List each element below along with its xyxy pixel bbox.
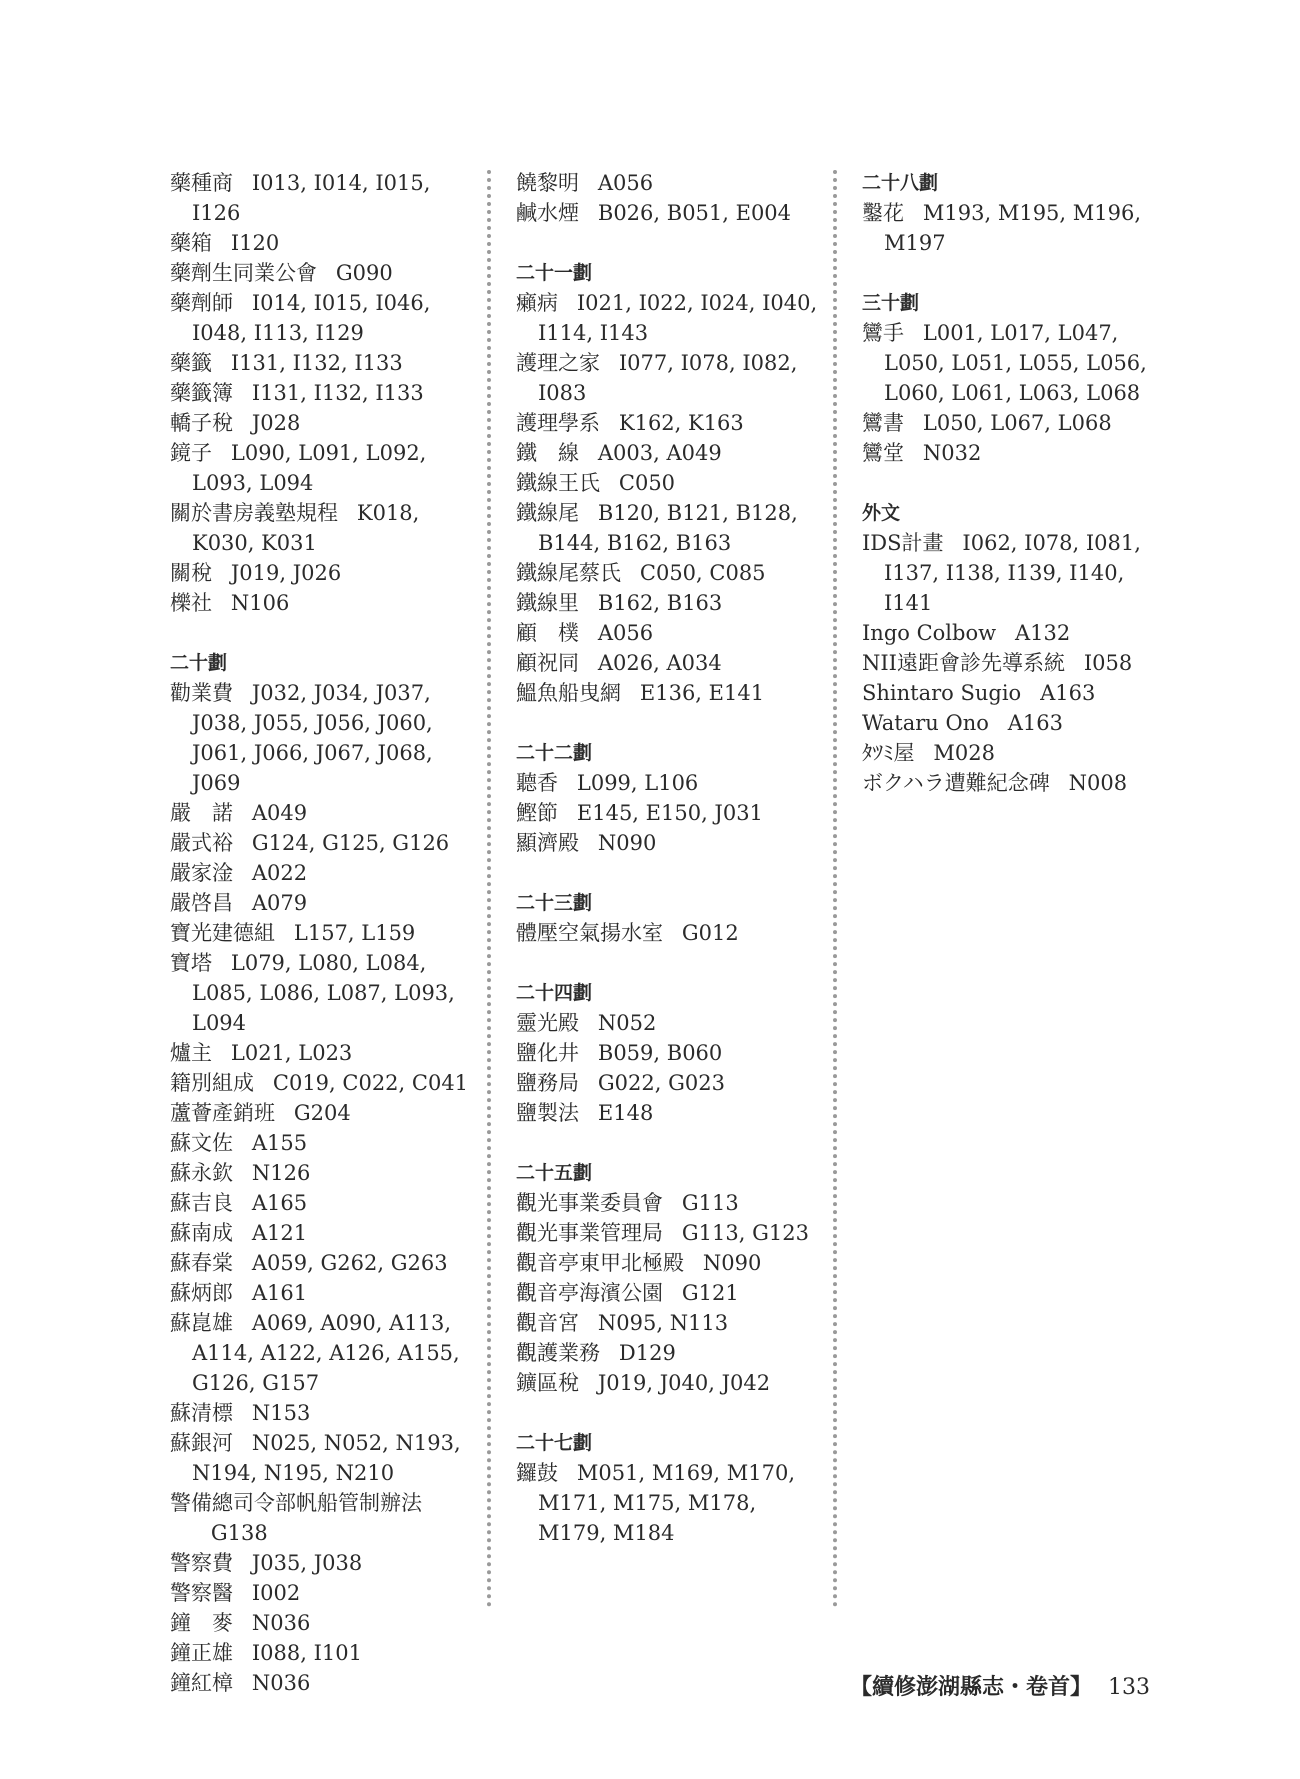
index-section bbox=[516, 888, 831, 948]
index-entry bbox=[170, 378, 485, 408]
index-references: L021, L023 bbox=[230, 1041, 353, 1065]
index-term: 鐵線尾蔡氏 bbox=[516, 561, 621, 585]
index-entry bbox=[862, 438, 1167, 468]
index-references: B162, B163 bbox=[597, 591, 723, 615]
index-entry bbox=[170, 258, 485, 288]
index-references: I131, I132, I133 bbox=[251, 381, 424, 405]
index-references: G204 bbox=[293, 1101, 351, 1125]
index-entry bbox=[862, 738, 1167, 768]
stroke-count-heading: 二十五劃 bbox=[516, 1162, 593, 1184]
index-term: 寶塔 bbox=[170, 951, 212, 975]
stroke-count-heading: 二十七劃 bbox=[516, 1432, 593, 1454]
index-references: M051, M169, M170, M171, M175, M178, M179, M184 bbox=[538, 1461, 796, 1545]
index-section bbox=[862, 498, 1167, 798]
index-entry bbox=[170, 558, 485, 588]
index-column-2 bbox=[516, 168, 831, 1548]
index-entry bbox=[516, 618, 831, 648]
index-entry bbox=[862, 618, 1167, 648]
index-term: 藥籤 bbox=[170, 351, 212, 375]
index-entry bbox=[516, 1458, 831, 1548]
index-references: I013, I014, I015, I126 bbox=[192, 171, 431, 225]
index-entry bbox=[170, 1608, 485, 1638]
index-term: 鹽製法 bbox=[516, 1101, 579, 1125]
index-references: A003, A049 bbox=[597, 441, 722, 465]
index-references: L050, L067, L068 bbox=[922, 411, 1112, 435]
index-entry bbox=[516, 1038, 831, 1068]
index-entry bbox=[170, 168, 485, 228]
index-term: 蘆薈產銷班 bbox=[170, 1101, 275, 1125]
index-term: 爐主 bbox=[170, 1041, 212, 1065]
index-entry bbox=[170, 1638, 485, 1668]
index-term: 聽香 bbox=[516, 771, 558, 795]
index-references: A022 bbox=[251, 861, 308, 885]
index-entry bbox=[170, 1668, 485, 1698]
index-entry bbox=[516, 198, 831, 228]
index-entry bbox=[516, 468, 831, 498]
index-references: E145, E150, J031 bbox=[576, 801, 763, 825]
index-entry bbox=[170, 288, 485, 348]
page-footer bbox=[850, 1672, 1150, 1703]
index-entry bbox=[170, 1218, 485, 1248]
index-term: 籍別組成 bbox=[170, 1071, 254, 1095]
index-references: I002 bbox=[251, 1581, 301, 1605]
index-term: 蘇崑雄 bbox=[170, 1311, 233, 1335]
index-term: ﾀﾂﾐ屋 bbox=[862, 741, 915, 765]
index-term: 觀音亭東甲北極殿 bbox=[516, 1251, 684, 1275]
index-references: M193, M195, M196, M197 bbox=[884, 201, 1142, 255]
index-references: G121 bbox=[681, 1281, 739, 1305]
index-term: 蘇永欽 bbox=[170, 1161, 233, 1185]
stroke-count-heading: 二十二劃 bbox=[516, 742, 593, 764]
column-divider bbox=[833, 170, 837, 1608]
index-references: I062, I078, I081, I137, I138, I139, I140, I141 bbox=[884, 531, 1141, 615]
index-term: 觀護業務 bbox=[516, 1341, 600, 1365]
index-references: N106 bbox=[230, 591, 290, 615]
index-references: K018, K030, K031 bbox=[192, 501, 420, 555]
index-term: 鑼鼓 bbox=[516, 1461, 558, 1485]
index-section bbox=[170, 168, 485, 618]
index-entry bbox=[516, 768, 831, 798]
index-references: G113 bbox=[681, 1191, 739, 1215]
index-entry bbox=[516, 408, 831, 438]
index-term: 鸞書 bbox=[862, 411, 904, 435]
index-term: 鰮魚船曳網 bbox=[516, 681, 621, 705]
index-term: 觀光事業委員會 bbox=[516, 1191, 663, 1215]
index-references: A163 bbox=[1040, 681, 1096, 705]
index-term: 鐵線里 bbox=[516, 591, 579, 615]
index-references: N036 bbox=[251, 1611, 311, 1635]
stroke-count-heading: 三十劃 bbox=[862, 292, 920, 314]
index-entry bbox=[516, 1008, 831, 1038]
index-term: 觀音亭海濱公園 bbox=[516, 1281, 663, 1305]
index-references: N025, N052, N193, N194, N195, N210 bbox=[192, 1431, 461, 1485]
index-term: 寶光建德組 bbox=[170, 921, 275, 945]
index-term: 嚴 諾 bbox=[170, 801, 233, 825]
index-term: 鐵線尾 bbox=[516, 501, 579, 525]
index-term: 鑿花 bbox=[862, 201, 904, 225]
index-references: A079 bbox=[251, 891, 308, 915]
index-references: A026, A034 bbox=[597, 651, 722, 675]
index-term: ボクハラ遭難紀念碑 bbox=[862, 771, 1050, 795]
index-references: N052 bbox=[597, 1011, 657, 1035]
index-term: 嚴家淦 bbox=[170, 861, 233, 885]
index-entry bbox=[170, 1548, 485, 1578]
index-references: L079, L080, L084, L085, L086, L087, L093, L094 bbox=[192, 951, 455, 1035]
index-entry bbox=[516, 1098, 831, 1128]
index-entry bbox=[170, 828, 485, 858]
index-entry bbox=[862, 408, 1167, 438]
index-references: I021, I022, I024, I040, I114, I143 bbox=[538, 291, 818, 345]
index-entry bbox=[516, 288, 831, 348]
index-term: IDS計畫 bbox=[862, 531, 944, 555]
index-references: K162, K163 bbox=[618, 411, 744, 435]
index-term: 藥籤簿 bbox=[170, 381, 233, 405]
index-references: N036 bbox=[251, 1671, 311, 1695]
stroke-count-heading: 二十四劃 bbox=[516, 982, 593, 1004]
index-references: G090 bbox=[335, 261, 393, 285]
index-term: Shintaro Sugio bbox=[862, 681, 1022, 705]
index-term: 藥劑師 bbox=[170, 291, 233, 315]
index-term: 體壓空氣揚水室 bbox=[516, 921, 663, 945]
index-term: 鸞手 bbox=[862, 321, 904, 345]
stroke-count-heading: 二十一劃 bbox=[516, 262, 593, 284]
index-entry bbox=[862, 648, 1167, 678]
index-entry bbox=[516, 168, 831, 198]
index-entry bbox=[170, 1428, 485, 1488]
index-references: E136, E141 bbox=[639, 681, 765, 705]
index-term: 鐘 麥 bbox=[170, 1611, 233, 1635]
index-term: 嚴式裕 bbox=[170, 831, 233, 855]
index-references: N095, N113 bbox=[597, 1311, 729, 1335]
index-term: 轎子稅 bbox=[170, 411, 233, 435]
index-term: 護理之家 bbox=[516, 351, 600, 375]
index-references: I088, I101 bbox=[251, 1641, 362, 1665]
index-entry bbox=[516, 1278, 831, 1308]
index-references: A049 bbox=[251, 801, 308, 825]
index-references: A059, G262, G263 bbox=[251, 1251, 448, 1275]
index-entry bbox=[516, 918, 831, 948]
index-entry bbox=[170, 1308, 485, 1398]
index-term: 鰹節 bbox=[516, 801, 558, 825]
index-entry bbox=[170, 1158, 485, 1188]
index-entry bbox=[862, 678, 1167, 708]
index-term: 觀音宮 bbox=[516, 1311, 579, 1335]
index-references: G124, G125, G126 bbox=[251, 831, 450, 855]
index-entry bbox=[516, 678, 831, 708]
index-entry bbox=[170, 1098, 485, 1128]
index-references: A132 bbox=[1014, 621, 1071, 645]
index-entry bbox=[516, 828, 831, 858]
index-term: 蘇吉良 bbox=[170, 1191, 233, 1215]
index-term: 藥劑生同業公會 bbox=[170, 261, 317, 285]
index-section bbox=[516, 1428, 831, 1548]
index-term: 鐘正雄 bbox=[170, 1641, 233, 1665]
index-references: E148 bbox=[597, 1101, 654, 1125]
index-term: NII遠距會診先導系統 bbox=[862, 651, 1065, 675]
index-column-3 bbox=[862, 168, 1167, 798]
index-entry bbox=[516, 1368, 831, 1398]
index-section bbox=[516, 738, 831, 858]
index-references: N008 bbox=[1068, 771, 1128, 795]
index-term: 關稅 bbox=[170, 561, 212, 585]
index-entry bbox=[516, 348, 831, 408]
stroke-count-heading: 二十劃 bbox=[170, 652, 228, 674]
index-entry bbox=[170, 798, 485, 828]
index-entry bbox=[170, 1128, 485, 1158]
index-references: A161 bbox=[251, 1281, 308, 1305]
index-term: 藥種商 bbox=[170, 171, 233, 195]
index-entry bbox=[516, 1068, 831, 1098]
index-term: 關於書房義塾規程 bbox=[170, 501, 338, 525]
index-references: L090, L091, L092, L093, L094 bbox=[192, 441, 427, 495]
index-section bbox=[516, 168, 831, 228]
index-references: M028 bbox=[933, 741, 995, 765]
index-references: I077, I078, I082, I083 bbox=[538, 351, 798, 405]
index-term: 警察醫 bbox=[170, 1581, 233, 1605]
index-term: 蘇南成 bbox=[170, 1221, 233, 1245]
index-references: J035, J038 bbox=[251, 1551, 363, 1575]
index-references: I058 bbox=[1083, 651, 1133, 675]
index-term: 鐵線王氏 bbox=[516, 471, 600, 495]
index-term: 鹹水煙 bbox=[516, 201, 579, 225]
index-entry bbox=[170, 858, 485, 888]
index-term: Wataru Ono bbox=[862, 711, 989, 735]
index-entry bbox=[170, 1038, 485, 1068]
index-section bbox=[516, 978, 831, 1128]
stroke-count-heading: 二十三劃 bbox=[516, 892, 593, 914]
index-section bbox=[516, 258, 831, 708]
index-entry bbox=[516, 1218, 831, 1248]
index-references: J019, J040, J042 bbox=[597, 1371, 771, 1395]
index-entry bbox=[170, 588, 485, 618]
index-references: N126 bbox=[251, 1161, 311, 1185]
index-term: 嚴啓昌 bbox=[170, 891, 233, 915]
index-entry bbox=[516, 1308, 831, 1338]
index-references: J028 bbox=[251, 411, 301, 435]
index-references: G113, G123 bbox=[681, 1221, 809, 1245]
index-references: N153 bbox=[251, 1401, 311, 1425]
index-references: L099, L106 bbox=[576, 771, 699, 795]
index-entry bbox=[862, 318, 1167, 408]
index-references: A069, A090, A113, A114, A122, A126, A155, G126, G157 bbox=[192, 1311, 460, 1395]
index-references: I131, I132, I133 bbox=[230, 351, 403, 375]
index-term: 警察費 bbox=[170, 1551, 233, 1575]
index-references: G022, G023 bbox=[597, 1071, 725, 1095]
index-entry bbox=[170, 1578, 485, 1608]
index-references: C050, C085 bbox=[639, 561, 766, 585]
index-references: C019, C022, C041 bbox=[272, 1071, 469, 1095]
index-section bbox=[516, 1158, 831, 1398]
index-term: 蘇清標 bbox=[170, 1401, 233, 1425]
index-entry bbox=[862, 198, 1167, 258]
index-section bbox=[862, 168, 1167, 258]
index-entry bbox=[170, 888, 485, 918]
index-entry bbox=[862, 528, 1167, 618]
index-references: A155 bbox=[251, 1131, 308, 1155]
stroke-count-heading: 二十八劃 bbox=[862, 172, 939, 194]
index-entry bbox=[516, 558, 831, 588]
index-references: G138 bbox=[210, 1521, 268, 1545]
index-term: 顯濟殿 bbox=[516, 831, 579, 855]
index-term: 蘇文佐 bbox=[170, 1131, 233, 1155]
page-number: 133 bbox=[1108, 1675, 1150, 1700]
index-entry bbox=[170, 438, 485, 498]
index-references: A165 bbox=[251, 1191, 308, 1215]
index-references: N090 bbox=[702, 1251, 762, 1275]
index-references: L157, L159 bbox=[293, 921, 416, 945]
index-entry bbox=[862, 708, 1167, 738]
index-references: J019, J026 bbox=[230, 561, 342, 585]
index-entry bbox=[516, 498, 831, 558]
index-references: J032, J034, J037, J038, J055, J056, J060, J061, J066, J067, J068, J069 bbox=[192, 681, 433, 795]
index-section bbox=[170, 648, 485, 1698]
index-entry bbox=[516, 1248, 831, 1278]
index-term: 蘇炳郎 bbox=[170, 1281, 233, 1305]
index-term: 饒黎明 bbox=[516, 171, 579, 195]
index-entry bbox=[516, 798, 831, 828]
index-term: 鑛區稅 bbox=[516, 1371, 579, 1395]
index-term: 癩病 bbox=[516, 291, 558, 315]
index-term: 櫟社 bbox=[170, 591, 212, 615]
stroke-count-heading: 外文 bbox=[862, 502, 901, 524]
index-term: 鸞堂 bbox=[862, 441, 904, 465]
index-references: D129 bbox=[618, 1341, 676, 1365]
index-term: 鐘紅樟 bbox=[170, 1671, 233, 1695]
index-column-1 bbox=[170, 168, 485, 1698]
index-entry bbox=[516, 588, 831, 618]
index-entry bbox=[170, 1278, 485, 1308]
index-term: 鹽化井 bbox=[516, 1041, 579, 1065]
index-term: 蘇春棠 bbox=[170, 1251, 233, 1275]
index-references: I120 bbox=[230, 231, 280, 255]
index-entry bbox=[516, 1188, 831, 1218]
index-term: 警備總司令部帆船管制辦法 bbox=[170, 1491, 422, 1515]
index-entry bbox=[170, 408, 485, 438]
index-term: 鐵 線 bbox=[516, 441, 579, 465]
index-references: A056 bbox=[597, 621, 654, 645]
index-term: 鹽務局 bbox=[516, 1071, 579, 1095]
index-term: 顧 樸 bbox=[516, 621, 579, 645]
index-references: G012 bbox=[681, 921, 739, 945]
index-references: B026, B051, E004 bbox=[597, 201, 792, 225]
index-references: L001, L017, L047, L050, L051, L055, L056, L060, L061, L063, L068 bbox=[884, 321, 1147, 405]
index-term: 顧祝同 bbox=[516, 651, 579, 675]
index-references: N090 bbox=[597, 831, 657, 855]
index-entry bbox=[516, 1338, 831, 1368]
index-entry bbox=[170, 948, 485, 1038]
index-section bbox=[862, 288, 1167, 468]
index-entry bbox=[516, 648, 831, 678]
index-entry bbox=[170, 1398, 485, 1428]
index-references: C050 bbox=[618, 471, 676, 495]
index-term: 蘇銀河 bbox=[170, 1431, 233, 1455]
index-references: A121 bbox=[251, 1221, 308, 1245]
index-references: B059, B060 bbox=[597, 1041, 723, 1065]
index-entry bbox=[170, 498, 485, 558]
index-references: N032 bbox=[922, 441, 982, 465]
index-references: I014, I015, I046, I048, I113, I129 bbox=[192, 291, 431, 345]
column-divider bbox=[487, 170, 491, 1608]
index-entry bbox=[170, 918, 485, 948]
index-term: 勸業費 bbox=[170, 681, 233, 705]
index-references: A163 bbox=[1007, 711, 1064, 735]
index-entry bbox=[516, 438, 831, 468]
index-entry bbox=[170, 1068, 485, 1098]
index-entry bbox=[170, 1188, 485, 1218]
index-references: A056 bbox=[597, 171, 654, 195]
index-entry bbox=[170, 348, 485, 378]
index-entry bbox=[862, 768, 1167, 798]
index-term: 靈光殿 bbox=[516, 1011, 579, 1035]
index-entry bbox=[170, 678, 485, 798]
index-term: 護理學系 bbox=[516, 411, 600, 435]
index-term: 鏡子 bbox=[170, 441, 212, 465]
index-entry bbox=[170, 1488, 485, 1548]
index-entry bbox=[170, 228, 485, 258]
index-term: 觀光事業管理局 bbox=[516, 1221, 663, 1245]
index-references: B120, B121, B128, B144, B162, B163 bbox=[538, 501, 798, 555]
book-title: 【續修澎湖縣志・卷首】 bbox=[849, 1674, 1092, 1700]
index-term: Ingo Colbow bbox=[862, 621, 997, 645]
index-term: 藥箱 bbox=[170, 231, 212, 255]
index-entry bbox=[170, 1248, 485, 1278]
